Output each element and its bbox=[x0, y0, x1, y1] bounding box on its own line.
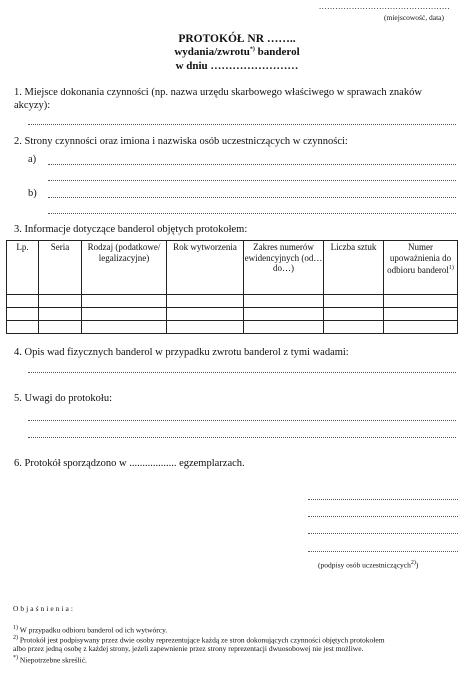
item-3-label: 3. Informacje dotyczące banderol objętych protokołem: bbox=[14, 224, 248, 235]
item-4-field[interactable] bbox=[28, 372, 456, 373]
table-cell[interactable] bbox=[39, 308, 82, 321]
note-2-line-1: $^{2)}$ Protokół jest podpisywany przez dwie osoby reprezentujące każdą ze stron dokonujących czynności objętych protokołem bbox=[13, 635, 385, 645]
table-cell[interactable] bbox=[82, 321, 167, 334]
signature-line-4[interactable] bbox=[308, 551, 458, 552]
table-cell[interactable] bbox=[7, 295, 39, 308]
item-4-label: 4. Opis wad fizycznych banderol w przypadku zwrotu banderol z tymi wadami: bbox=[14, 347, 349, 358]
table-cell[interactable] bbox=[39, 295, 82, 308]
protocol-title: PROTOKÓŁ NR …….. bbox=[178, 33, 296, 45]
note-1: $^{1)}$ W przypadku odbioru banderol od ich wytwórcy. bbox=[13, 625, 168, 635]
table-cell[interactable] bbox=[39, 321, 82, 334]
protocol-date-line[interactable]: w dniu …………………… bbox=[175, 60, 299, 72]
item-2a-field-1[interactable] bbox=[48, 164, 456, 165]
table-cell[interactable] bbox=[167, 295, 244, 308]
item-1-label: 1. Miejsce dokonania czynności (np. nazwa urzędu skarbowego właściwego w sprawach znaków akcyzy): bbox=[14, 87, 422, 111]
signatures-label: (podpisy osób uczestniczących$^{2)}$) bbox=[318, 560, 419, 570]
signature-line-1[interactable] bbox=[308, 499, 458, 500]
col-header-seria: Seria bbox=[39, 241, 82, 295]
item-2-label: 2. Strony czynności oraz imiona i nazwiska osób uczestniczących w czynności: bbox=[14, 136, 348, 147]
note-3: *) Niepotrzebne skreślić. bbox=[13, 655, 87, 665]
col-header-numer: Numer upoważnienia do odbioru banderol$^{1)}$ bbox=[384, 241, 458, 295]
col-header-rok: Rok wytworzenia bbox=[167, 241, 244, 295]
table-row bbox=[7, 295, 458, 308]
notes-heading: Objaśnienia: bbox=[13, 604, 75, 613]
banderol-table bbox=[6, 240, 458, 334]
table-cell[interactable] bbox=[244, 308, 324, 321]
item-5-field-1[interactable] bbox=[28, 420, 456, 421]
table-cell[interactable] bbox=[324, 321, 384, 334]
table-cell[interactable] bbox=[7, 308, 39, 321]
table-header-row bbox=[7, 241, 458, 295]
item-2a-field-2[interactable] bbox=[48, 180, 456, 181]
table-cell[interactable] bbox=[7, 321, 39, 334]
table-cell[interactable] bbox=[82, 308, 167, 321]
table-cell[interactable] bbox=[384, 295, 458, 308]
protocol-subtitle: wydania/zwrotu*) banderol bbox=[174, 46, 300, 58]
table-row bbox=[7, 308, 458, 321]
table-cell[interactable] bbox=[324, 308, 384, 321]
item-2b-label: b) bbox=[28, 188, 37, 199]
item-5-field-2[interactable] bbox=[28, 437, 456, 438]
item-5-label: 5. Uwagi do protokołu: bbox=[14, 393, 112, 404]
table-cell[interactable] bbox=[244, 321, 324, 334]
table-cell[interactable] bbox=[167, 308, 244, 321]
item-6-label: 6. Protokół sporządzono w .................. egzemplarzach. bbox=[14, 458, 245, 469]
place-date-line[interactable]: ………………………………………… bbox=[318, 2, 450, 11]
item-2b-field-1[interactable] bbox=[48, 197, 456, 198]
signature-line-2[interactable] bbox=[308, 516, 458, 517]
col-header-zakres: Zakres numerów ewidencyjnych (od… do…) bbox=[244, 241, 324, 295]
col-header-rodzaj: Rodzaj (podatkowe/ legalizacyjne) bbox=[82, 241, 167, 295]
table-cell[interactable] bbox=[244, 295, 324, 308]
col-header-lp: Lp. bbox=[7, 241, 39, 295]
table-cell[interactable] bbox=[82, 295, 167, 308]
signature-line-3[interactable] bbox=[308, 533, 458, 534]
item-2a-label: a) bbox=[28, 154, 37, 165]
note-2-line-2: albo przez jedną osobę z każdej strony, jeżeli zapewnienie przez strony reprezentacji dwuosobowej nie jest możliwe. bbox=[13, 644, 364, 653]
table-cell[interactable] bbox=[384, 321, 458, 334]
table-cell[interactable] bbox=[167, 321, 244, 334]
table-row bbox=[7, 321, 458, 334]
table-cell[interactable] bbox=[324, 295, 384, 308]
table-cell[interactable] bbox=[384, 308, 458, 321]
item-1-field[interactable] bbox=[28, 124, 456, 125]
col-header-liczba: Liczba sztuk bbox=[324, 241, 384, 295]
place-date-label: (miejscowość, data) bbox=[384, 13, 444, 22]
item-2b-field-2[interactable] bbox=[48, 213, 456, 214]
